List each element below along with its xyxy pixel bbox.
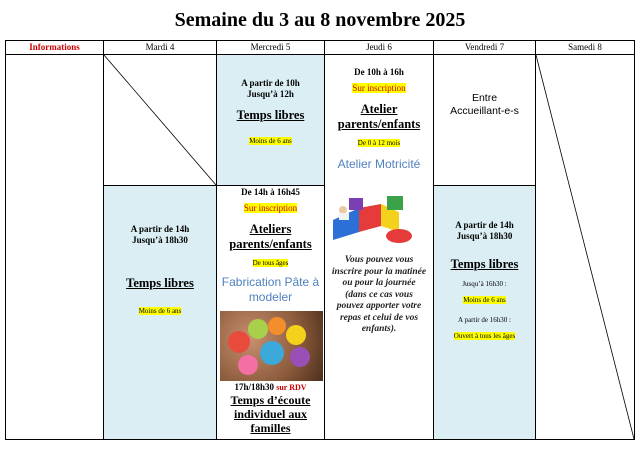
- mercredi-afternoon-time: De 14h à 16h45: [241, 187, 300, 197]
- mercredi-age: De tous âges: [252, 259, 289, 267]
- vendredi-afternoon-end: Jusqu’à 18h30: [456, 231, 513, 241]
- jeudi-badge: Sur inscription: [352, 83, 406, 93]
- mercredi-atelier-line2: parents/enfants: [229, 237, 312, 251]
- jeudi-content: [325, 67, 433, 171]
- mardi-morning-diagonal: [104, 55, 216, 185]
- samedi-diagonal: [536, 55, 634, 439]
- vendredi-afternoon-start: A partir de 14h: [455, 220, 514, 230]
- mercredi-afternoon-badge: Sur inscription: [243, 203, 298, 213]
- ecoute-line3: familles: [250, 421, 291, 435]
- header-vendredi: Vendredi 7: [464, 42, 505, 52]
- vendredi-morning-content: [434, 92, 535, 118]
- ecoute-rdv: sur RDV: [276, 383, 307, 392]
- header-samedi: Samedi 8: [568, 42, 602, 52]
- mardi-afternoon-label: Temps libres: [126, 276, 194, 290]
- vendredi-afternoon-label: Temps libres: [450, 257, 519, 271]
- vendredi-badge1: Moins de 6 ans: [463, 296, 506, 304]
- vendredi-morning-line1: Entre: [471, 92, 498, 104]
- mardi-afternoon-start: A partir de 14h: [130, 224, 190, 234]
- jeudi-time: De 10h à 16h: [354, 67, 404, 77]
- jeudi-atelier-line1: Atelier: [360, 102, 398, 116]
- mercredi-afternoon-content: [217, 187, 324, 305]
- mercredi-subtitle-line2: modeler: [248, 290, 293, 304]
- vendredi-afternoon-content: [434, 220, 535, 343]
- mardi-afternoon-content: [104, 224, 216, 318]
- header-mercredi: Mercredi 5: [250, 42, 291, 52]
- mardi-afternoon-badge: Moins de 6 ans: [138, 307, 182, 315]
- mercredi-morning-label: Temps libres: [236, 108, 305, 122]
- vendredi-note1: Jusqu’à 16h30 :: [462, 280, 507, 288]
- page-title: Semaine du 3 au 8 novembre 2025: [174, 9, 466, 31]
- header-informations: Informations: [29, 42, 80, 52]
- vendredi-note2: A partir de 16h30 :: [458, 316, 511, 324]
- jeudi-note: Vous pouvez vous inscrire pour la matinée ou pour la journée (dans ce cas vous pouvez apporter votre repas et celui de vos enfants).: [331, 255, 427, 334]
- ecoute-time: 17h/18h30: [234, 382, 274, 392]
- mercredi-morning-content: [217, 78, 324, 148]
- mercredi-atelier-line1: Ateliers: [249, 222, 292, 236]
- ecoute-line2: individuel aux: [233, 407, 308, 421]
- jeudi-age: De 0 à 12 mois: [357, 139, 401, 147]
- jeudi-atelier-line2: parents/enfants: [337, 117, 421, 131]
- ecoute-line1: Temps d’écoute: [230, 393, 311, 407]
- jeudi-subtitle: Atelier Motricité: [337, 157, 421, 171]
- foam-blocks-photo: [329, 190, 413, 245]
- mercredi-morning-badge: Moins de 6 ans: [249, 137, 292, 145]
- mercredi-morning-start: A partir de 10h: [241, 78, 300, 88]
- mardi-afternoon-end: Jusqu’à 18h30: [132, 235, 188, 245]
- mercredi-subtitle-line1: Fabrication Pâte à: [221, 275, 320, 289]
- vendredi-morning-line2: Accueillant-e-s: [450, 105, 519, 117]
- header-jeudi: Jeudi 6: [366, 42, 392, 52]
- vendredi-badge2: Ouvert à tous les âges: [453, 332, 516, 340]
- mercredi-ecoute-content: [217, 382, 324, 435]
- mercredi-morning-end: Jusqu’à 12h: [247, 89, 294, 99]
- header-mardi: Mardi 4: [145, 42, 175, 52]
- playdough-photo: [220, 311, 323, 381]
